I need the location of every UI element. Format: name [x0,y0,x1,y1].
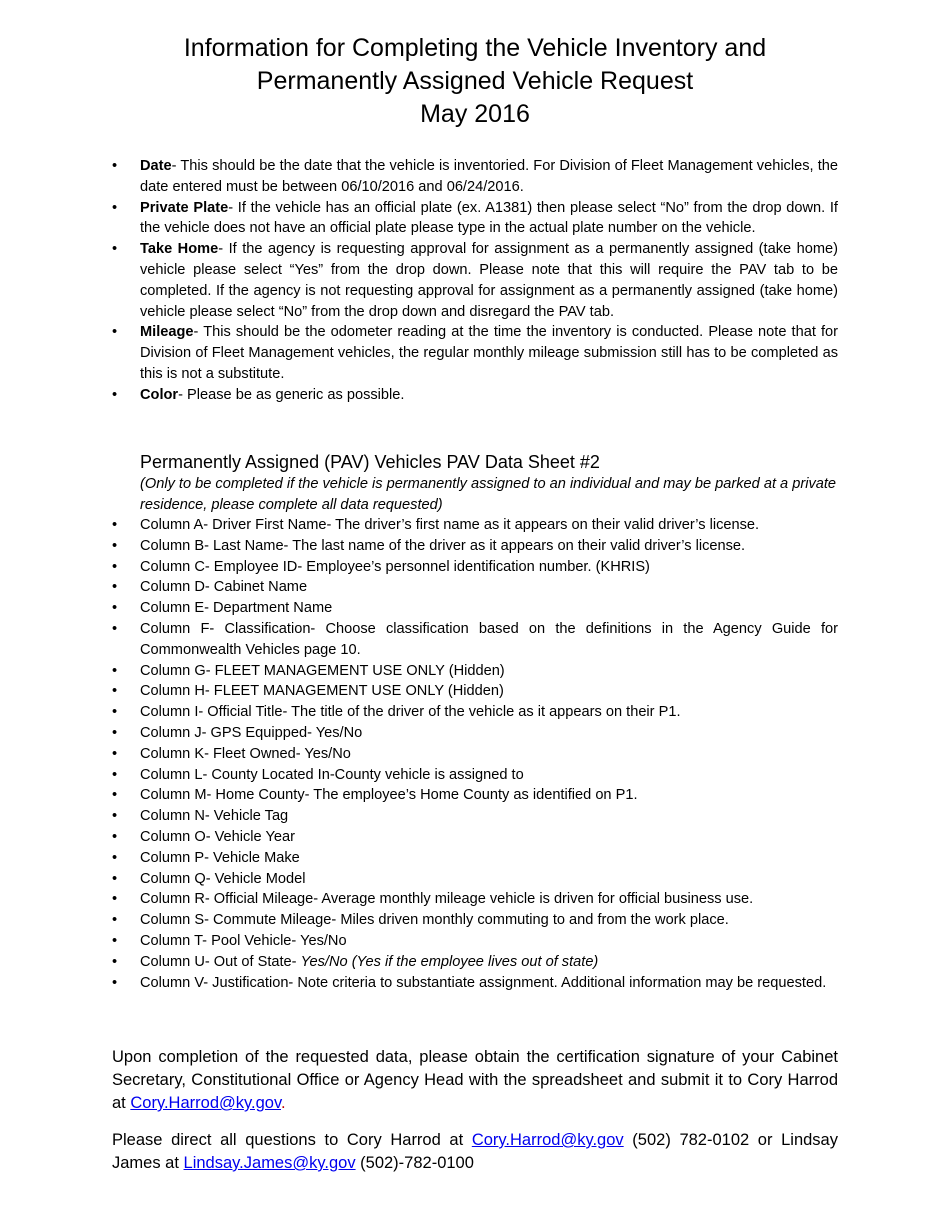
column-description: Column H- FLEET MANAGEMENT USE ONLY (Hidden) [140,683,504,700]
column-description: Column U- Out of State- [140,953,301,970]
bullet-icon: • [112,241,118,258]
bullet-icon: • [112,199,118,216]
bullet-icon: • [112,537,118,554]
list-item-private-plate [112,198,838,240]
list-item-take-home [112,239,838,322]
list-item-mileage [112,322,838,384]
bullet-icon: • [112,324,118,341]
field-term: Date [140,158,172,174]
list-item-column-t [112,931,838,952]
bullet-icon: • [112,974,118,991]
bullet-icon: • [112,912,118,929]
title-line-2: Permanently Assigned Vehicle Request [256,67,694,95]
field-term: Private Plate [140,199,229,216]
list-item-column-u [112,952,838,973]
cory-email-link-2[interactable]: Cory.Harrod@ky.gov [471,1131,624,1149]
list-item-column-k [112,744,838,765]
list-item-column-j [112,723,838,744]
bullet-icon: • [112,558,118,575]
bullet-icon: • [112,745,118,762]
column-description: Column I- Official Title- The title of the driver of the vehicle as it appears on their P1. [140,704,681,721]
column-description: Column V- Justification- Note criteria to substantiate assignment. Additional information may be requested. [140,974,827,991]
bullet-icon: • [112,620,118,637]
column-description: Column F- Classification- Choose classification based on the definitions in the Agency Guide for Commonwealth Vehicles page 10. [140,620,838,658]
completion-text: Upon completion of the requested data, please obtain the certification signature of your Cabinet Secretary, Constitutional Office or Agency Head with the spreadsheet and submit it to Cory Harrod at [112,1048,838,1112]
bullet-icon: • [112,724,118,741]
bullet-icon: • [112,766,118,783]
list-item-column-r [112,889,838,910]
lindsay-email-link[interactable]: Lindsay.James@ky.gov [183,1154,356,1172]
bullet-icon: • [112,704,118,721]
list-item-column-s [112,910,838,931]
list-item-column-f [112,619,838,661]
title-line-1: Information for Completing the Vehicle Inventory and [183,34,767,62]
list-item-column-b [112,536,838,557]
bullet-icon: • [112,932,118,949]
questions-paragraph [112,1129,838,1175]
bullet-icon: • [112,158,118,174]
bullet-icon: • [112,662,118,679]
questions-text-2: (502) 782-0102 or Lindsay James at [112,1131,838,1172]
list-item-column-p [112,848,838,869]
column-description: Column L- County Located In-County vehicle is assigned to [140,766,524,783]
bullet-icon: • [112,517,118,533]
field-description: - If the vehicle has an official plate (ex. A1381) then please select “No” from the drop down. If the vehicle does not have an official plate please type in the actual plate number on the vehicle. [140,199,838,237]
list-item-column-c [112,557,838,578]
list-item-column-i [112,702,838,723]
list-item-column-n [112,806,838,827]
list-item-column-e [112,598,838,619]
column-description: Column Q- Vehicle Model [140,870,306,887]
field-description: - Please be as generic as possible. [178,386,405,403]
document-title [0,32,950,131]
column-description-italic: Yes/No (Yes if the employee lives out of state) [300,953,599,970]
pav-section-note: (Only to be completed if the vehicle is permanently assigned to an individual and may be parked at a private residence, please complete all data requested) [140,476,837,513]
column-description: Column A- Driver First Name- The driver’s first name as it appears on their valid driver’s license. [140,517,760,533]
column-description: Column K- Fleet Owned- Yes/No [140,745,351,762]
column-description: Column R- Official Mileage- Average monthly mileage vehicle is driven for official business use. [140,891,754,908]
bullet-icon: • [112,787,118,804]
column-description: Column J- GPS Equipped- Yes/No [140,724,363,741]
column-description: Column O- Vehicle Year [140,828,295,845]
questions-text-1: Please direct all questions to Cory Harrod at [112,1131,472,1149]
bullet-icon: • [112,953,118,970]
pav-column-list [112,515,838,993]
bullet-icon: • [112,891,118,908]
column-description: Column E- Department Name [140,600,333,617]
list-item-column-l [112,765,838,786]
bullet-icon: • [112,808,118,825]
bullet-icon: • [112,579,118,596]
field-term: Mileage [140,324,194,341]
column-description: Column D- Cabinet Name [140,579,308,596]
field-description: - If the agency is requesting approval for assignment as a permanently assigned (take home) vehicle please select “Yes” from the drop down. Please note that this will require the PAV tab to be completed. If the agency is not requesting approval for assignment as a permanently assigned (take home) vehicle please select “No” from the drop down and disregard the PAV tab. [140,241,838,320]
list-item-column-a [112,515,838,536]
bullet-icon: • [112,870,118,887]
inventory-field-list [112,156,838,406]
field-term: Take Home [140,241,219,258]
list-item-date [112,156,838,198]
list-item-column-d [112,577,838,598]
column-description: Column B- Last Name- The last name of the driver as it appears on their valid driver’s license. [140,537,746,554]
column-description: Column S- Commute Mileage- Miles driven monthly commuting to and from the work place. [140,912,729,929]
column-description: Column M- Home County- The employee’s Home County as identified on P1. [140,787,638,804]
column-description: Column T- Pool Vehicle- Yes/No [140,932,347,949]
cory-email-link[interactable]: Cory.Harrod@ky.gov [130,1094,281,1112]
column-description: Column N- Vehicle Tag [140,808,289,825]
field-term: Color [140,386,179,403]
questions-text-3: (502)-782-0100 [355,1154,474,1172]
title-line-3: May 2016 [420,100,530,128]
column-description: Column C- Employee ID- Employee’s personnel identification number. (KHRIS) [140,558,650,575]
column-description: Column P- Vehicle Make [140,849,300,866]
bullet-icon: • [112,849,118,866]
bullet-icon: • [112,600,118,617]
field-description: - This should be the odometer reading at the time the inventory is conducted. Please note that for Division of Fleet Management vehicles, the regular monthly mileage submission still has to be completed as this is not a substitute. [140,324,838,382]
bullet-icon: • [112,683,118,700]
bullet-icon: • [112,828,118,845]
pav-section-heading: Permanently Assigned (PAV) Vehicles PAV Data Sheet #2 [140,452,600,472]
list-item-column-h [112,681,838,702]
list-item-column-o [112,827,838,848]
field-description: - This should be the date that the vehicle is inventoried. For Division of Fleet Management vehicles, the date entered must be between 06/10/2016 and 06/24/2016. [140,158,838,195]
list-item-column-v [112,973,838,994]
completion-period: . [280,1094,286,1112]
column-description: Column G- FLEET MANAGEMENT USE ONLY (Hidden) [140,662,505,679]
list-item-column-m [112,785,838,806]
list-item-column-q [112,869,838,890]
list-item-color [112,385,838,406]
bullet-icon: • [112,386,118,403]
completion-paragraph [112,1046,838,1115]
list-item-column-g [112,661,838,682]
